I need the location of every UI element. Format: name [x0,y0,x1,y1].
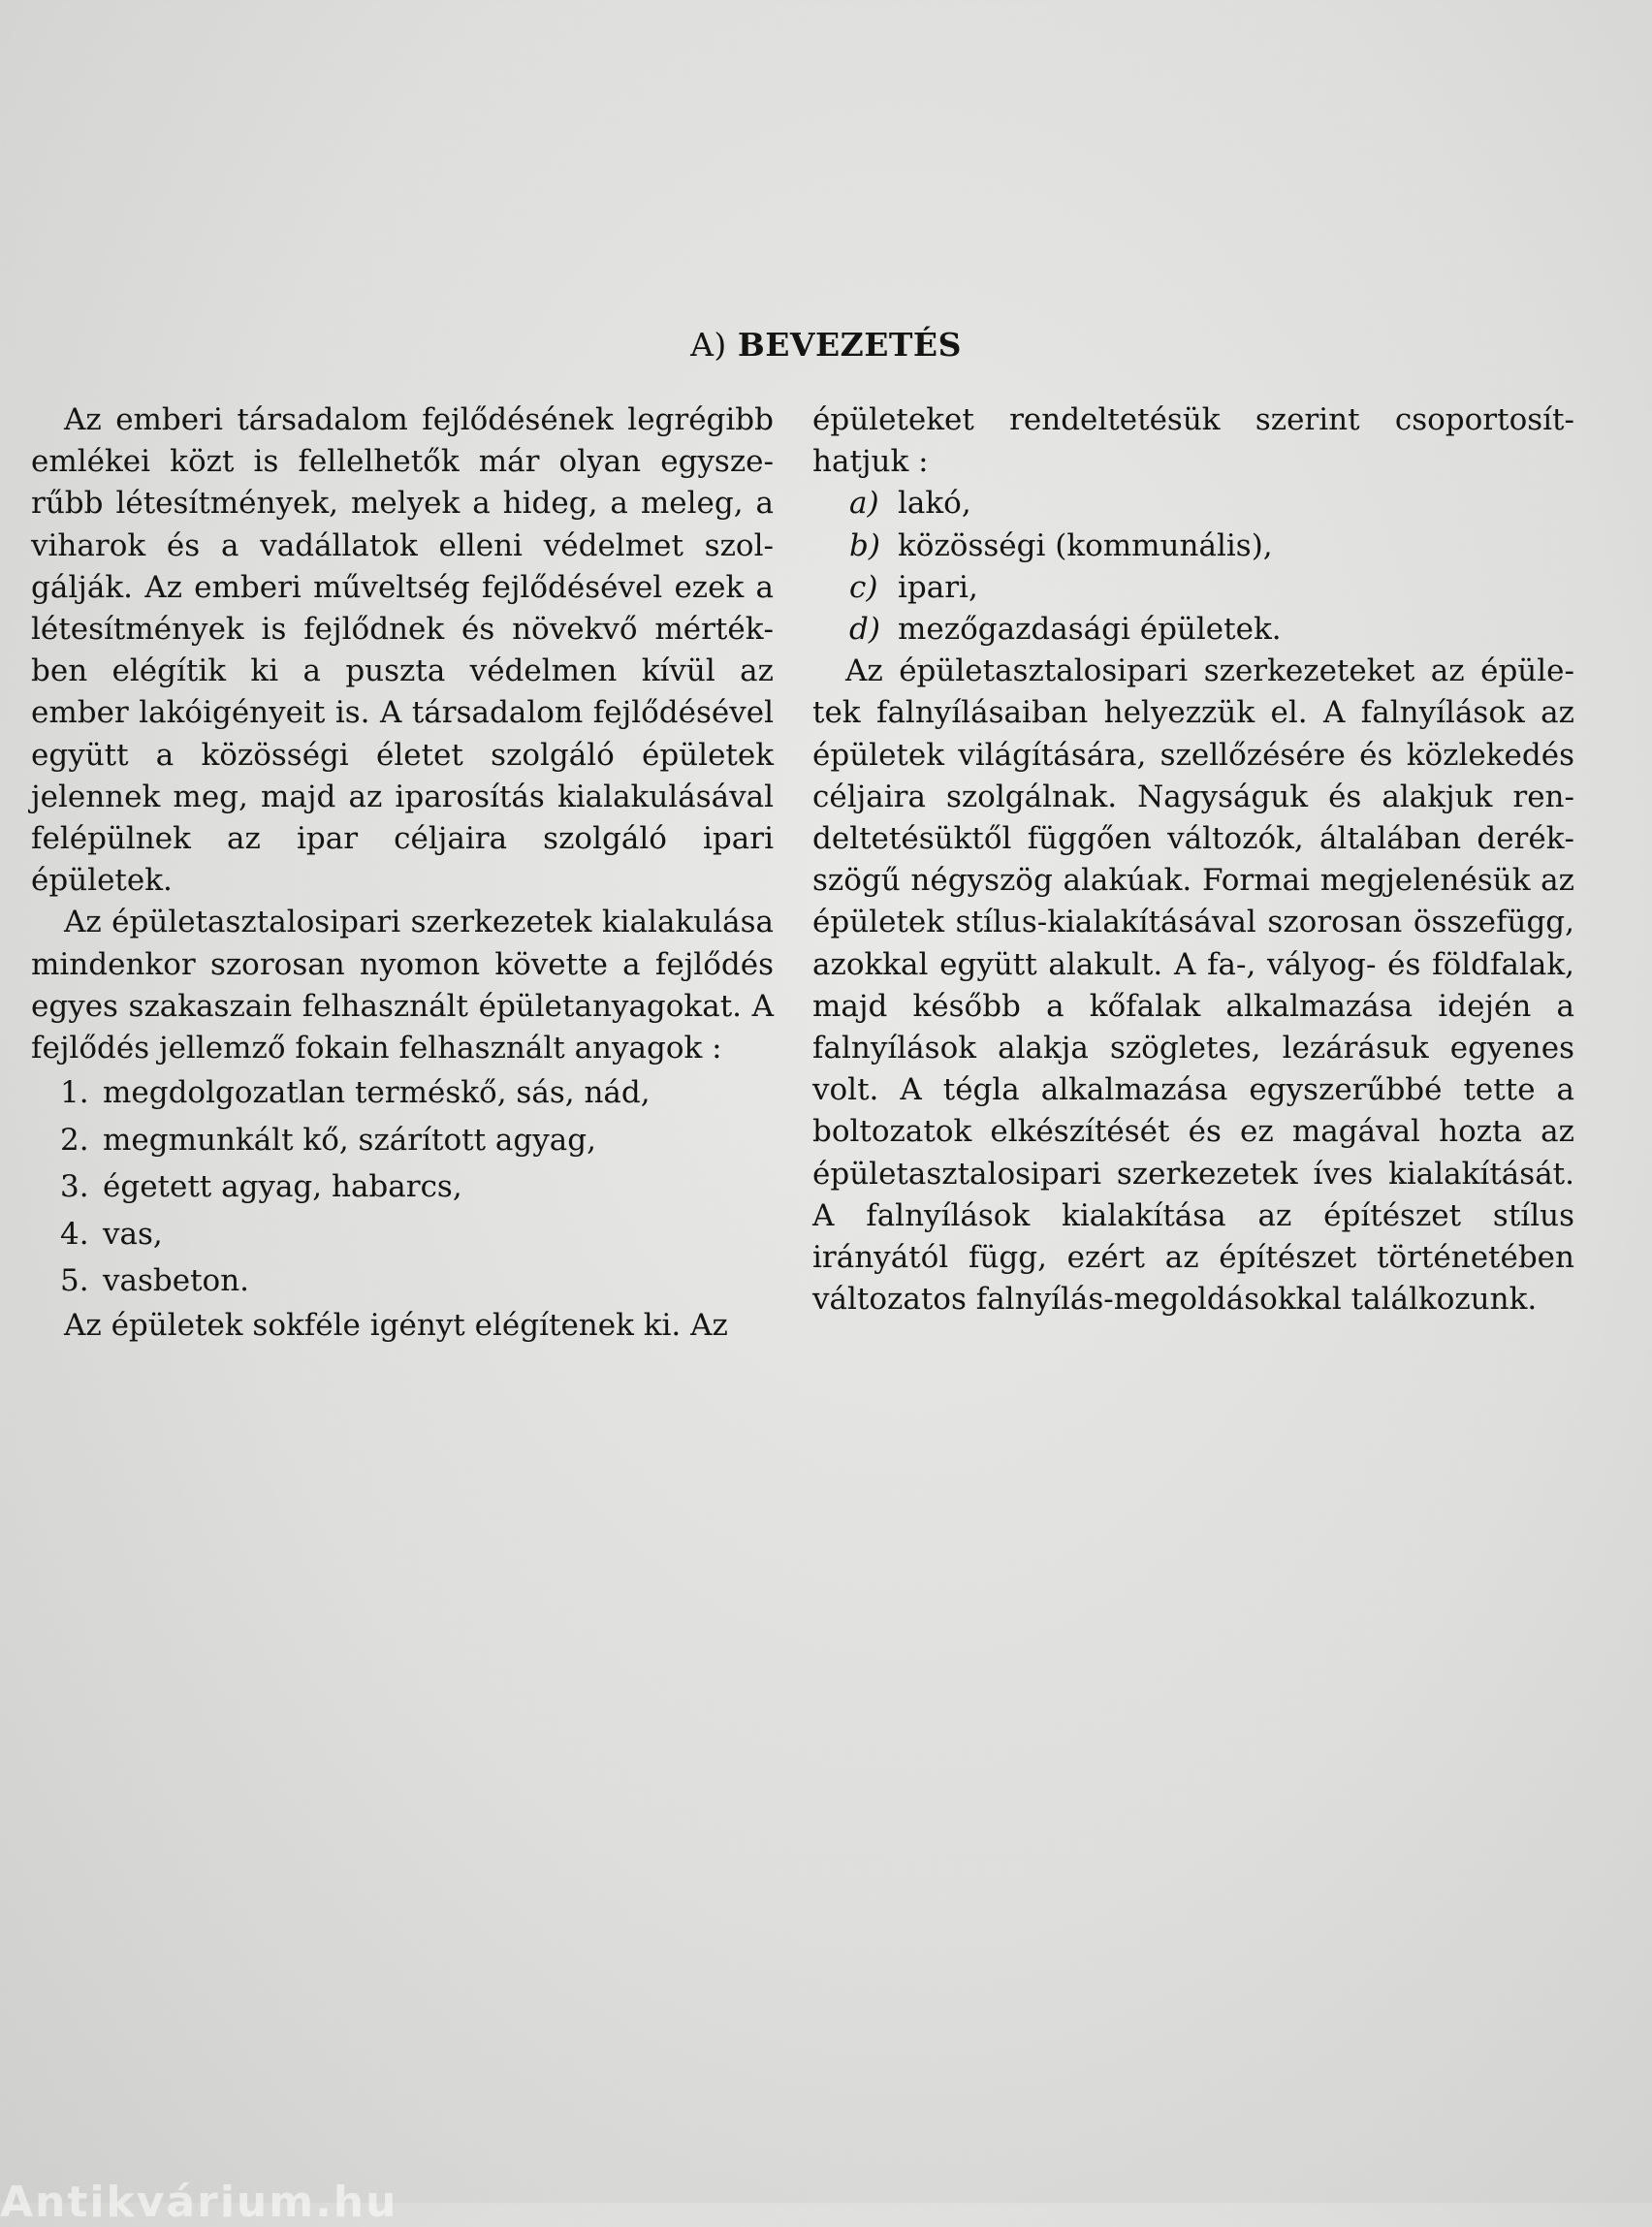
list-item [31,1117,774,1164]
list-item-number: 5. [60,1263,89,1299]
list-item-text: lakó, [898,486,971,522]
list-item-letter: b) [849,527,880,563]
section-heading [0,326,1652,364]
list-item [31,1211,774,1258]
list-item [812,609,1574,651]
list-item-text: égetett agyag, habarcs, [103,1169,462,1205]
left-paragraph-1: Az emberi társadalom fejlődésének legrégibb emlékei közt is fellelhetők már olyan egyszerűbb létesítmények, melyek a hideg, a meleg, a viharok és a vadállatok elleni védelmet szolgálják. Az emberi műveltség fejlődésével ezek a létesítmények is fejlődnek és növekvő mértékben elégítik ki a puszta védelmen kívül az ember lakóigényeit is. A társadalom fejlődésével együtt a közösségi életet szolgáló épületek jelennek meg, majd az iparosítás kialakulásával felépülnek az ipar céljaira szolgáló ipari épületek. [31,402,774,899]
left-paragraph-2: Az épületasztalosipari szerkezetek kialakulása mindenkor szorosan nyomon követte a fejlődés egyes szakaszain felhasznált épületanyagokat. A fejlődés jellemző fokain felhasznált anyagok : [31,905,774,1066]
right-column [812,399,1574,1320]
list-item [812,483,1574,525]
materials-list [31,1069,774,1305]
right-paragraph-1: épületeket rendeltetésük szerint csoportosíthatjuk : [812,402,1574,480]
list-item-letter: c) [849,569,878,605]
section-title: BEVEZETÉS [737,326,962,364]
left-column [31,399,774,1347]
list-item-number: 2. [60,1122,89,1158]
right-paragraph-2: Az épületasztalosipari szerkezeteket az épületek falnyílásaiban helyezzük el. A falnyílások az épületek világítására, szellőzésére és közlekedés céljaira szolgálnak. Nagyságuk és alakjuk rendeltetésüktől függően változók, általában derékszögű négyszög alakúak. Formai megjelenésük az épületek stílus-kialakításával szorosan összefügg, azokkal együtt alakult. A fa-, vályog- és földfalak, majd később a kőfalak alkalmazása idején a falnyílások alakja szögletes, lezárásuk egyenes volt. A tégla alkalmazása egyszerűbbé tette a boltozatok elkészítését és ez magával hozta az épületasztalosipari szerkezetek íves kialakítását. A falnyílások kialakítása az építészet stílus irányától függ, ezért az építészet történetében változatos falnyílás-megoldásokkal találkozunk. [812,653,1574,1318]
list-item-letter: a) [849,486,879,522]
list-item-text: megmunkált kő, szárított agyag, [103,1122,596,1158]
list-item-number: 4. [60,1216,89,1252]
list-item-text: közösségi (kommunális), [898,527,1273,563]
list-item-letter: d) [849,612,880,648]
list-item [31,1163,774,1211]
list-item [31,1257,774,1305]
list-item-number: 1. [60,1075,89,1111]
list-item [812,567,1574,609]
section-letter: A) [690,326,727,364]
list-item-number: 3. [60,1169,89,1205]
watermark: Antikvárium.hu [0,2178,398,2227]
list-item-text: vasbeton. [103,1263,250,1299]
list-item [812,525,1574,567]
list-item-text: mezőgazdasági épületek. [898,612,1282,648]
list-item-text: vas, [103,1216,163,1252]
left-paragraph-3: Az épületek sokféle igényt elégítenek ki. Az [64,1307,728,1343]
list-item-text: megdolgozatlan terméskő, sás, nád, [103,1075,651,1111]
building-types-list [812,483,1574,651]
list-item [31,1069,774,1117]
list-item-text: ipari, [898,569,978,605]
